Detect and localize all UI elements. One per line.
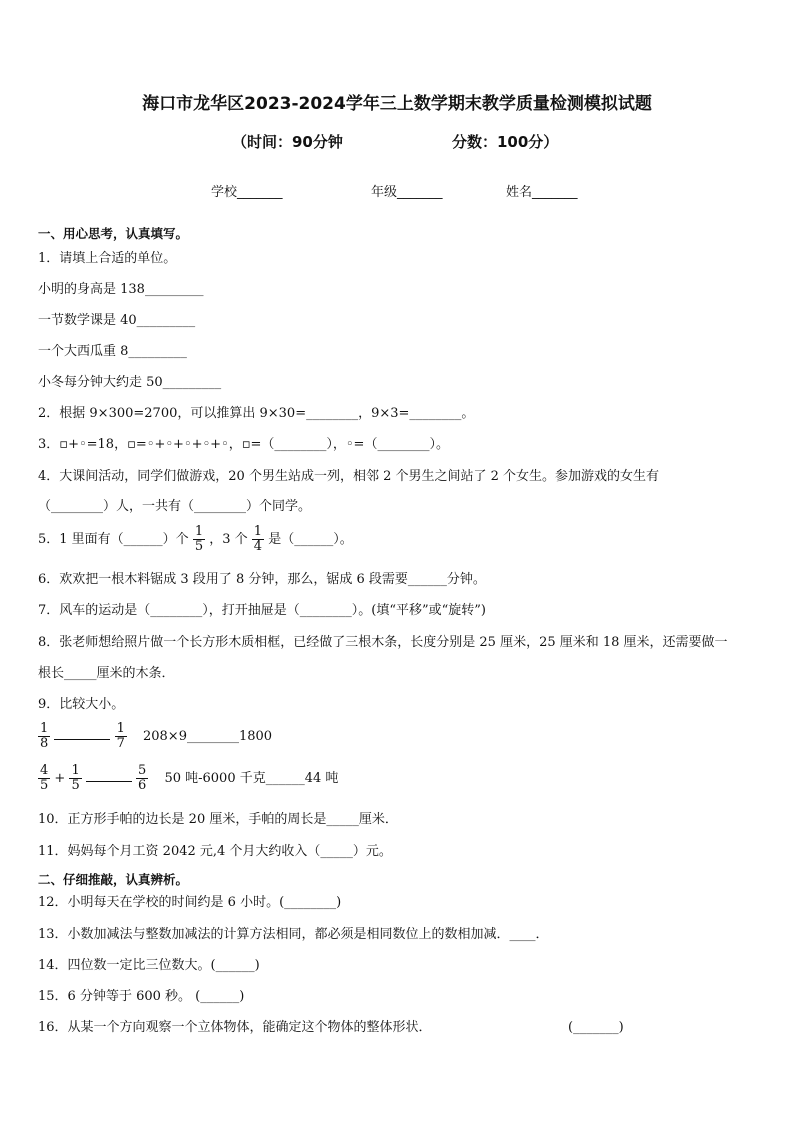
question-1b: 一节数学课是 40_________: [38, 313, 196, 328]
question-6: 6．欢欢把一根木料锯成 3 段用了 8 分钟，那么，锯成 6 段需要______分钟。: [38, 572, 486, 587]
question-5-mid: ，3 个: [209, 532, 248, 547]
question-13: 13．小数加减法与整数加减法的计算方法相同，都必须是相同数位上的数相加减．____．: [38, 927, 549, 942]
question-4-line2: （________）人，一共有（________）个同学。: [38, 499, 312, 514]
name-field[interactable]: 姓名_______: [506, 185, 578, 200]
question-2: 2．根据 9×300=2700，可以推算出 9×30=________，9×3=________。: [38, 406, 475, 421]
question-9d: 50 吨-6000 千克______44 吨: [164, 771, 339, 786]
section-1-heading: 一、用心思考，认真填写。: [38, 226, 189, 241]
question-5: [38, 525, 353, 554]
fraction-one-fifth-b: $\frac{1}{5}$: [71, 763, 80, 793]
question-4-line1: 4．大课间活动，同学们做游戏，20 个男生站成一列，相邻 2 个男生之间站了 2 个女生。参加游戏的女生有: [38, 469, 660, 484]
grade-field[interactable]: 年级_______: [371, 185, 443, 200]
question-3: 3．▫+◦=18，▫=◦+◦+◦+◦+◦，▫=（________），◦=（________）。: [38, 437, 449, 452]
fraction-one-fourth: $\frac{1}{4}$: [253, 524, 263, 554]
question-1d: 小冬每分钟大约走 50_________: [38, 375, 222, 390]
question-8-line1: 8．张老师想给照片做一个长方形木质相框，已经做了三根木条，长度分别是 25 厘米，25 厘米和 18 厘米，还需要做一: [38, 635, 728, 650]
fraction-one-fifth: $\frac{1}{5}$: [194, 524, 204, 554]
fraction-one-seventh: $\frac{1}{7}$: [116, 721, 125, 751]
answer-blank[interactable]: [86, 769, 132, 782]
question-1c: 一个大西瓜重 8_________: [38, 344, 187, 359]
question-9: 9．比较大小。: [38, 697, 125, 712]
question-14: 14．四位数一定比三位数大。(______): [38, 958, 260, 973]
fraction-four-fifths: $\frac{4}{5}$: [40, 763, 49, 793]
question-16: 16．从某一个方向观察一个立体物体，能确定这个物体的整体形状．: [38, 1020, 432, 1035]
fraction-one-eighth: $\frac{1}{8}$: [40, 721, 49, 751]
question-8-line2: 根长_____厘米的木条．: [38, 666, 175, 681]
question-9-row1: [38, 722, 272, 751]
fraction-five-sixths: $\frac{5}{6}$: [138, 763, 147, 793]
section-2-heading: 二、仔细推敲，认真辨析。: [38, 872, 189, 887]
plus-sign: +: [54, 771, 66, 786]
question-5-pre: 5．1 里面有（______）个: [38, 532, 189, 547]
question-10: 10．正方形手帕的边长是 20 厘米，手帕的周长是_____厘米．: [38, 812, 398, 827]
question-11: 11．妈妈每个月工资 2042 元,4 个月大约收入（_____）元。: [38, 844, 392, 859]
question-15: 15．6 分钟等于 600 秒。 (______): [38, 989, 245, 1004]
question-5-post: 是（______）。: [268, 532, 353, 547]
question-7: 7．风车的运动是（________），打开抽屉是（________）。(填“平移”或“旋转”): [38, 603, 486, 618]
school-field[interactable]: 学校_______: [211, 185, 283, 200]
question-9-row2: [38, 764, 338, 793]
question-1a: 小明的身高是 138_________: [38, 282, 204, 297]
page-title: 海口市龙华区2023-2024学年三上数学期末教学质量检测模拟试题: [142, 94, 652, 114]
exam-time: （时间：90分钟: [232, 133, 343, 151]
question-9b: 208×9________1800: [142, 729, 273, 744]
question-12: 12．小明每天在学校的时间约是 6 小时。(________): [38, 895, 342, 910]
question-16-answer-blank[interactable]: (_______): [568, 1020, 624, 1035]
exam-score: 分数：100分）: [452, 133, 559, 151]
answer-blank[interactable]: [54, 727, 110, 740]
question-1: 1．请填上合适的单位。: [38, 251, 177, 266]
